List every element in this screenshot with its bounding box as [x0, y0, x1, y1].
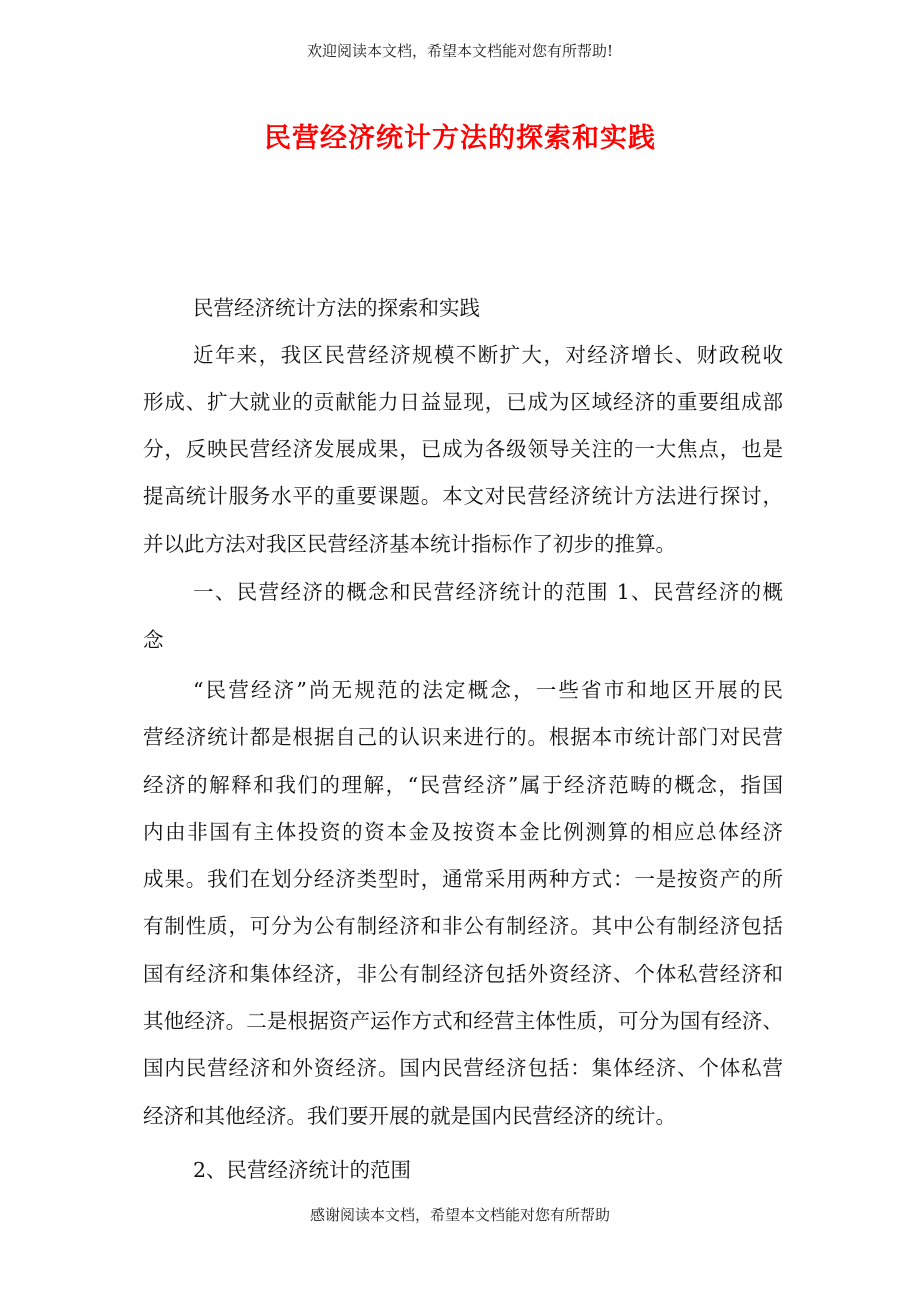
page-footer: 感谢阅读本文档，希望本文档能对您有所帮助 — [309, 1206, 610, 1224]
document-title: 民营经济统计方法的探索和实践 — [264, 123, 656, 154]
paragraph-line: “民营经济”尚无规范的法定概念，一些省市和地区开展的民 — [193, 678, 783, 702]
paragraph-line: 内由非国有主体投资的资本金及按资本金比例测算的相应总体经济 — [143, 820, 783, 844]
paragraph-line: 营经济统计都是根据自己的认识来进行的。根据本市统计部门对民营 — [143, 725, 783, 749]
paragraph-line: 提高统计服务水平的重要课题。本文对民营经济统计方法进行探讨， — [143, 484, 783, 508]
paragraph-line: 成果。我们在划分经济类型时，通常采用两种方式：一是按资产的所 — [143, 867, 783, 891]
paragraph-line: 有制性质，可分为公有制经济和非公有制经济。其中公有制经济包括 — [143, 914, 783, 938]
paragraph-line: 其他经济。二是根据资产运作方式和经营主体性质，可分为国有经济、 — [143, 1009, 783, 1033]
page-header: 欢迎阅读本文档，希望本文档能对您有所帮助! — [306, 42, 614, 60]
paragraph-line: 念 — [143, 628, 164, 652]
paragraph-line: 并以此方法对我区民营经济基本统计指标作了初步的推算。 — [143, 532, 676, 556]
paragraph-line: 近年来，我区民营经济规模不断扩大，对经济增长、财政税收 — [193, 343, 783, 367]
paragraph-line: 国有经济和集体经济，非公有制经济包括外资经济、个体私营经济和 — [143, 962, 783, 986]
paragraph-line: 形成、扩大就业的贡献能力日益显现，已成为区域经济的重要组成部 — [143, 390, 783, 414]
paragraph-line: 分，反映民营经济发展成果，已成为各级领导关注的一大焦点，也是 — [143, 437, 783, 461]
section-subtitle: 民营经济统计方法的探索和实践 — [193, 296, 480, 320]
paragraph-line: 经济和其他经济。我们要开展的就是国内民营经济的统计。 — [143, 1104, 676, 1128]
paragraph-line: 国内民营经济和外资经济。国内民营经济包括：集体经济、个体私营 — [143, 1056, 783, 1080]
paragraph-line: 2、民营经济统计的范围 — [193, 1158, 412, 1182]
paragraph-line: 一、民营经济的概念和民营经济统计的范围 1、民营经济的概 — [193, 580, 783, 604]
paragraph-line: 经济的解释和我们的理解，“民营经济”属于经济范畴的概念，指国 — [143, 773, 783, 797]
